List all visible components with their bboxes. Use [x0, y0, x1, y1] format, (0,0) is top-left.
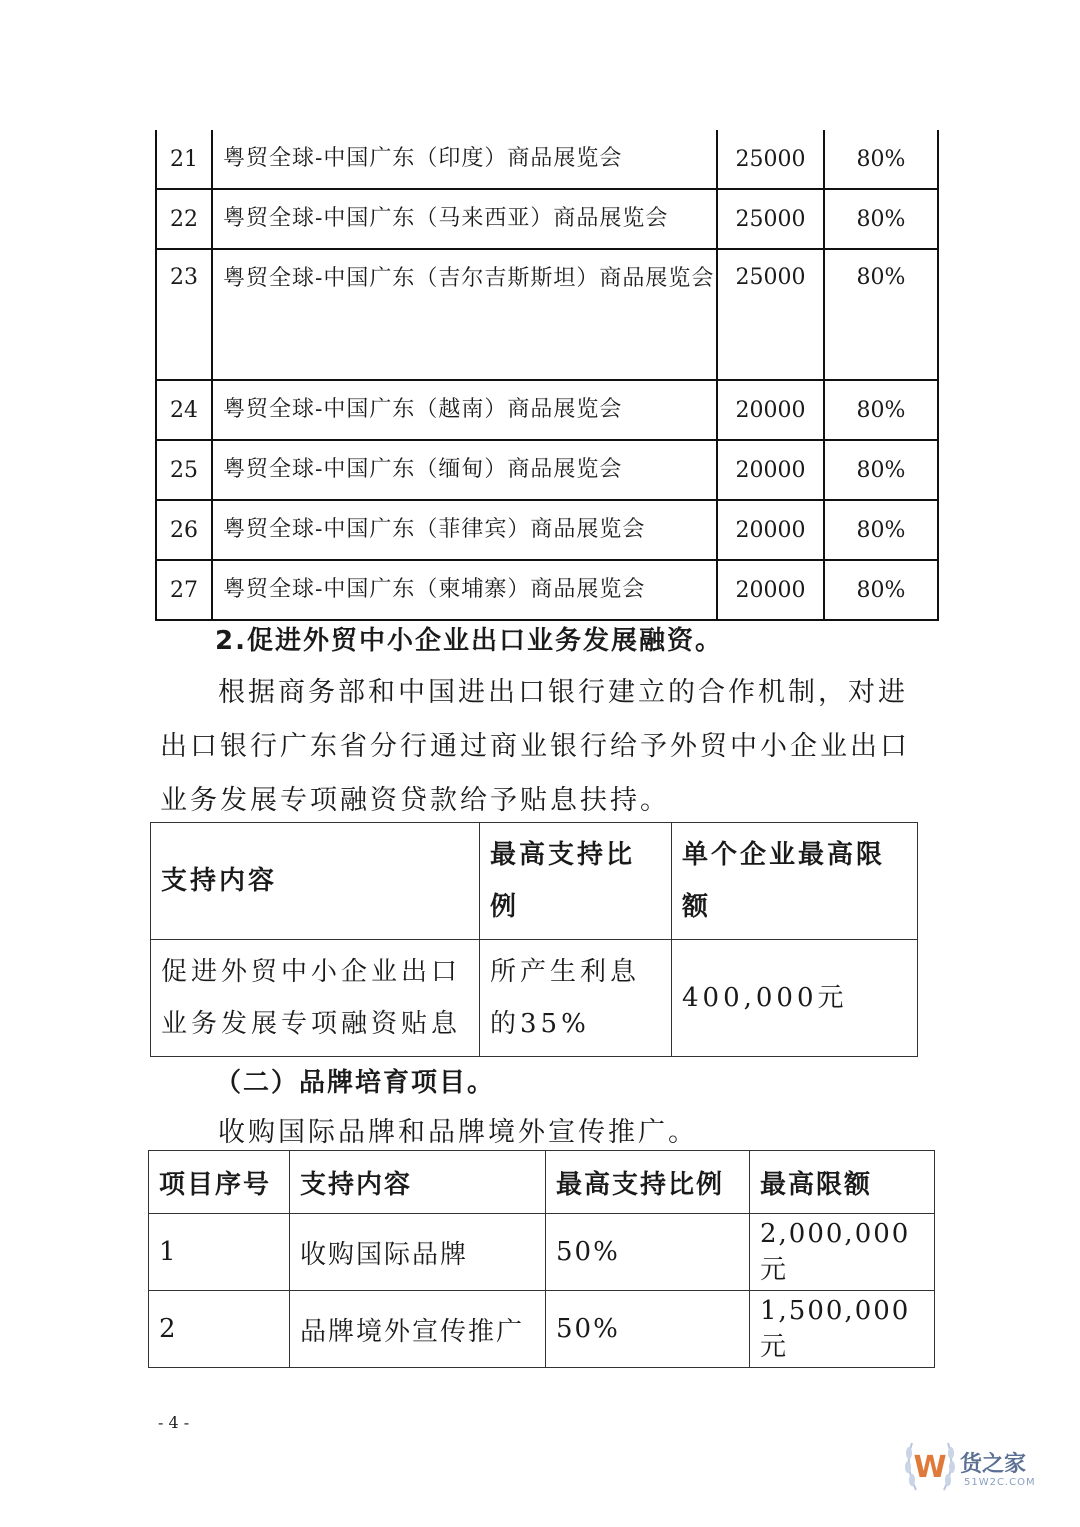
- table-row: [156, 500, 938, 560]
- header-max-ratio: 最高支持比例: [480, 823, 672, 940]
- section-heading-financing: 2.促进外贸中小企业出口业务发展融资。: [215, 626, 723, 656]
- support-amount: 25000: [717, 189, 824, 249]
- header-support-content: 支持内容: [290, 1151, 546, 1214]
- item-no: 1: [149, 1214, 290, 1291]
- header-max-ratio: 最高支持比例: [546, 1151, 750, 1214]
- support-limit: 400,000元: [672, 940, 918, 1057]
- row-number: 26: [156, 500, 212, 560]
- brand-table: [148, 1150, 935, 1368]
- support-ratio: 50%: [546, 1214, 750, 1291]
- exhibition-name: 粤贸全球-中国广东（越南）商品展览会: [212, 380, 717, 440]
- support-ratio: 50%: [546, 1291, 750, 1368]
- row-number: 27: [156, 560, 212, 620]
- support-content: 品牌境外宣传推广: [290, 1291, 546, 1368]
- financing-table: [150, 822, 918, 1057]
- table-row: [156, 189, 938, 249]
- exhibition-name: 粤贸全球-中国广东（缅甸）商品展览会: [212, 440, 717, 500]
- support-ratio: 80%: [824, 189, 938, 249]
- support-amount: 25000: [717, 249, 824, 380]
- support-limit: 1,500,000元: [750, 1291, 935, 1368]
- header-item-no: 项目序号: [149, 1151, 290, 1214]
- exhibition-name: 粤贸全球-中国广东（马来西亚）商品展览会: [212, 189, 717, 249]
- exhibition-table: [155, 130, 939, 621]
- support-ratio: 80%: [824, 500, 938, 560]
- row-number: 23: [156, 249, 212, 380]
- brand-paragraph: 收购国际品牌和品牌境外宣传推广。: [218, 1117, 698, 1148]
- support-ratio: 80%: [824, 440, 938, 500]
- header-support-content: 支持内容: [151, 823, 480, 940]
- section-heading-brand: （二）品牌培育项目。: [215, 1068, 496, 1098]
- support-limit: 2,000,000元: [750, 1214, 935, 1291]
- support-ratio: 80%: [824, 560, 938, 620]
- header-max-limit: 单个企业最高限额: [672, 823, 918, 940]
- table-header-row: [151, 823, 918, 940]
- table-row: [156, 440, 938, 500]
- table-row: [151, 940, 918, 1057]
- table-row: [156, 249, 938, 380]
- table-header-row: [149, 1151, 935, 1214]
- support-ratio: 所产生利息的35%: [480, 940, 672, 1057]
- row-number: 21: [156, 130, 212, 189]
- support-content: 收购国际品牌: [290, 1214, 546, 1291]
- support-amount: 20000: [717, 380, 824, 440]
- watermark-site: 51W2C.COM: [964, 1477, 1036, 1488]
- support-amount: 20000: [717, 560, 824, 620]
- table-row: [149, 1291, 935, 1368]
- support-ratio: 80%: [824, 130, 938, 189]
- laurel-logo-icon: [902, 1435, 958, 1505]
- header-max-limit: 最高限额: [750, 1151, 935, 1214]
- exhibition-name: 粤贸全球-中国广东（菲律宾）商品展览会: [212, 500, 717, 560]
- svg-text:W: W: [913, 1450, 947, 1485]
- support-amount: 20000: [717, 500, 824, 560]
- watermark-brand: 货之家: [960, 1452, 1027, 1477]
- watermark: [902, 1435, 1052, 1505]
- support-content: 促进外贸中小企业出口业务发展专项融资贴息: [151, 940, 480, 1057]
- exhibition-name: 粤贸全球-中国广东（吉尔吉斯斯坦）商品展览会: [212, 249, 717, 380]
- support-ratio: 80%: [824, 249, 938, 380]
- item-no: 2: [149, 1291, 290, 1368]
- exhibition-name: 粤贸全球-中国广东（柬埔寨）商品展览会: [212, 560, 717, 620]
- support-amount: 25000: [717, 130, 824, 189]
- row-number: 22: [156, 189, 212, 249]
- support-ratio: 80%: [824, 380, 938, 440]
- row-number: 25: [156, 440, 212, 500]
- table-row: [156, 130, 938, 189]
- row-number: 24: [156, 380, 212, 440]
- table-row: [156, 380, 938, 440]
- page-number: - 4 -: [158, 1413, 190, 1432]
- support-amount: 20000: [717, 440, 824, 500]
- table-row: [149, 1214, 935, 1291]
- exhibition-name: 粤贸全球-中国广东（印度）商品展览会: [212, 130, 717, 189]
- table-row: [156, 560, 938, 620]
- financing-paragraph: 根据商务部和中国进出口银行建立的合作机制，对进出口银行广东省分行通过商业银行给予外贸中小企业出口业务发展专项融资贷款给予贴息扶持。: [160, 677, 910, 816]
